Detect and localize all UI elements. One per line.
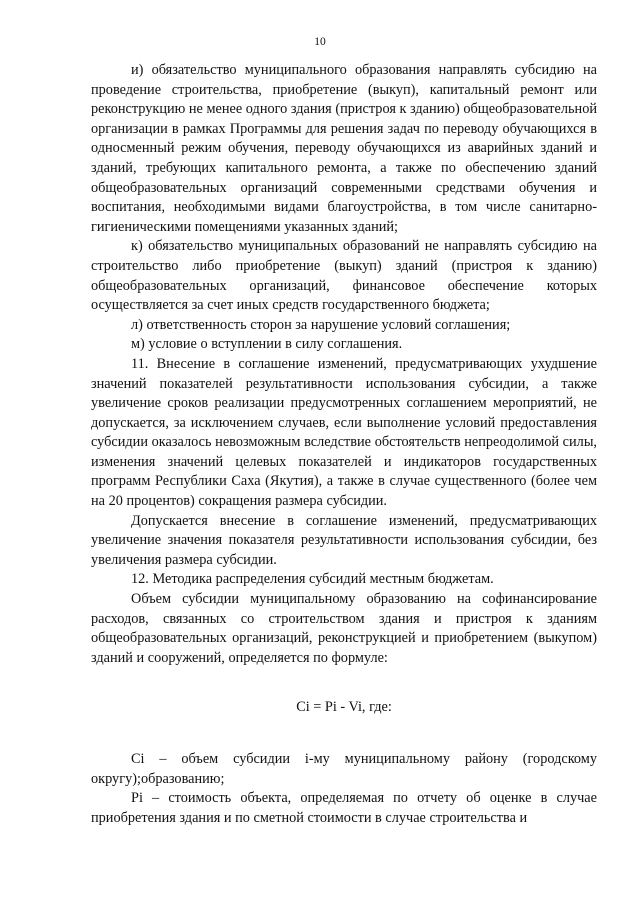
paragraph-item-l: л) ответственность сторон за нарушение условий соглашения;: [131, 316, 511, 333]
paragraph-section-11-addendum: Допускается внесение в соглашение изменений, предусматривающих увеличение значения показателя результативности использования субсидии, без увеличения размера субсидии.: [91, 512, 597, 568]
page-number: 10: [314, 36, 326, 48]
paragraph-section-12-body: Объем субсидии муниципальному образованию на софинансирование расходов, связанных со строительством здания и пристроя к зданиям общеобразовательных организаций, реконструкцией и приобретением (выкупом) зданий и сооружений, определяется по формуле:: [91, 591, 597, 666]
paragraph-section-12-heading: 12. Методика распределения субсидий местным бюджетам.: [131, 571, 494, 588]
definition-pi: Pi – стоимость объекта, определяемая по отчету об оценке в случае приобретения здания и по сметной стоимости в случае строительства и: [91, 790, 597, 826]
document-body: [91, 61, 597, 828]
paragraph-item-i: и) обязательство муниципального образования направлять субсидию на проведение строительства, приобретение (выкуп), капитальный ремонт или реконструкцию не менее одного здания (пристроя к зданию) общеобразовательной организации в рамках Программы для решения задач по переводу обучающихся в односменный режим обучения, переводу обучающихся из аварийных зданий и зданий, требующих капитального ремонта, а также по обеспечению зданий общеобразовательных организаций современными средствами обучения и воспитания, необходимыми видами благоустройства, в том числе санитарно-гигиеническими помещениями указанных зданий;: [91, 62, 597, 235]
paragraph-item-k: к) обязательство муниципальных образований не направлять субсидию на строительство либо приобретение (выкуп) зданий (пристроя к зданию) общеобразовательных организаций, финансовое обеспечение которых осуществляется за счет иных средств государственного бюджета;: [91, 238, 597, 314]
definition-ci: Ci – объем субсидии i-му муниципальному району (городскому округу);образованию;: [91, 751, 597, 787]
paragraph-item-m: м) условие о вступлении в силу соглашения.: [131, 336, 403, 353]
subsidy-formula: Ci = Pi - Vi, где:: [296, 699, 392, 716]
paragraph-section-11: 11. Внесение в соглашение изменений, предусматривающих ухудшение значений показателей результативности использования субсидии, а также увеличение сроков реализации предусмотренных соглашением мероприятий, не допускается, за исключением случаев, если выполнение условий предоставления субсидии оказалось невозможным вследствие обстоятельств непреодолимой силы, изменения значений целевых показателей и индикаторов государственных программ Республики Саха (Якутия), а также в случае существенного (более чем на 20 процентов) сокращения размера субсидии.: [91, 355, 597, 510]
